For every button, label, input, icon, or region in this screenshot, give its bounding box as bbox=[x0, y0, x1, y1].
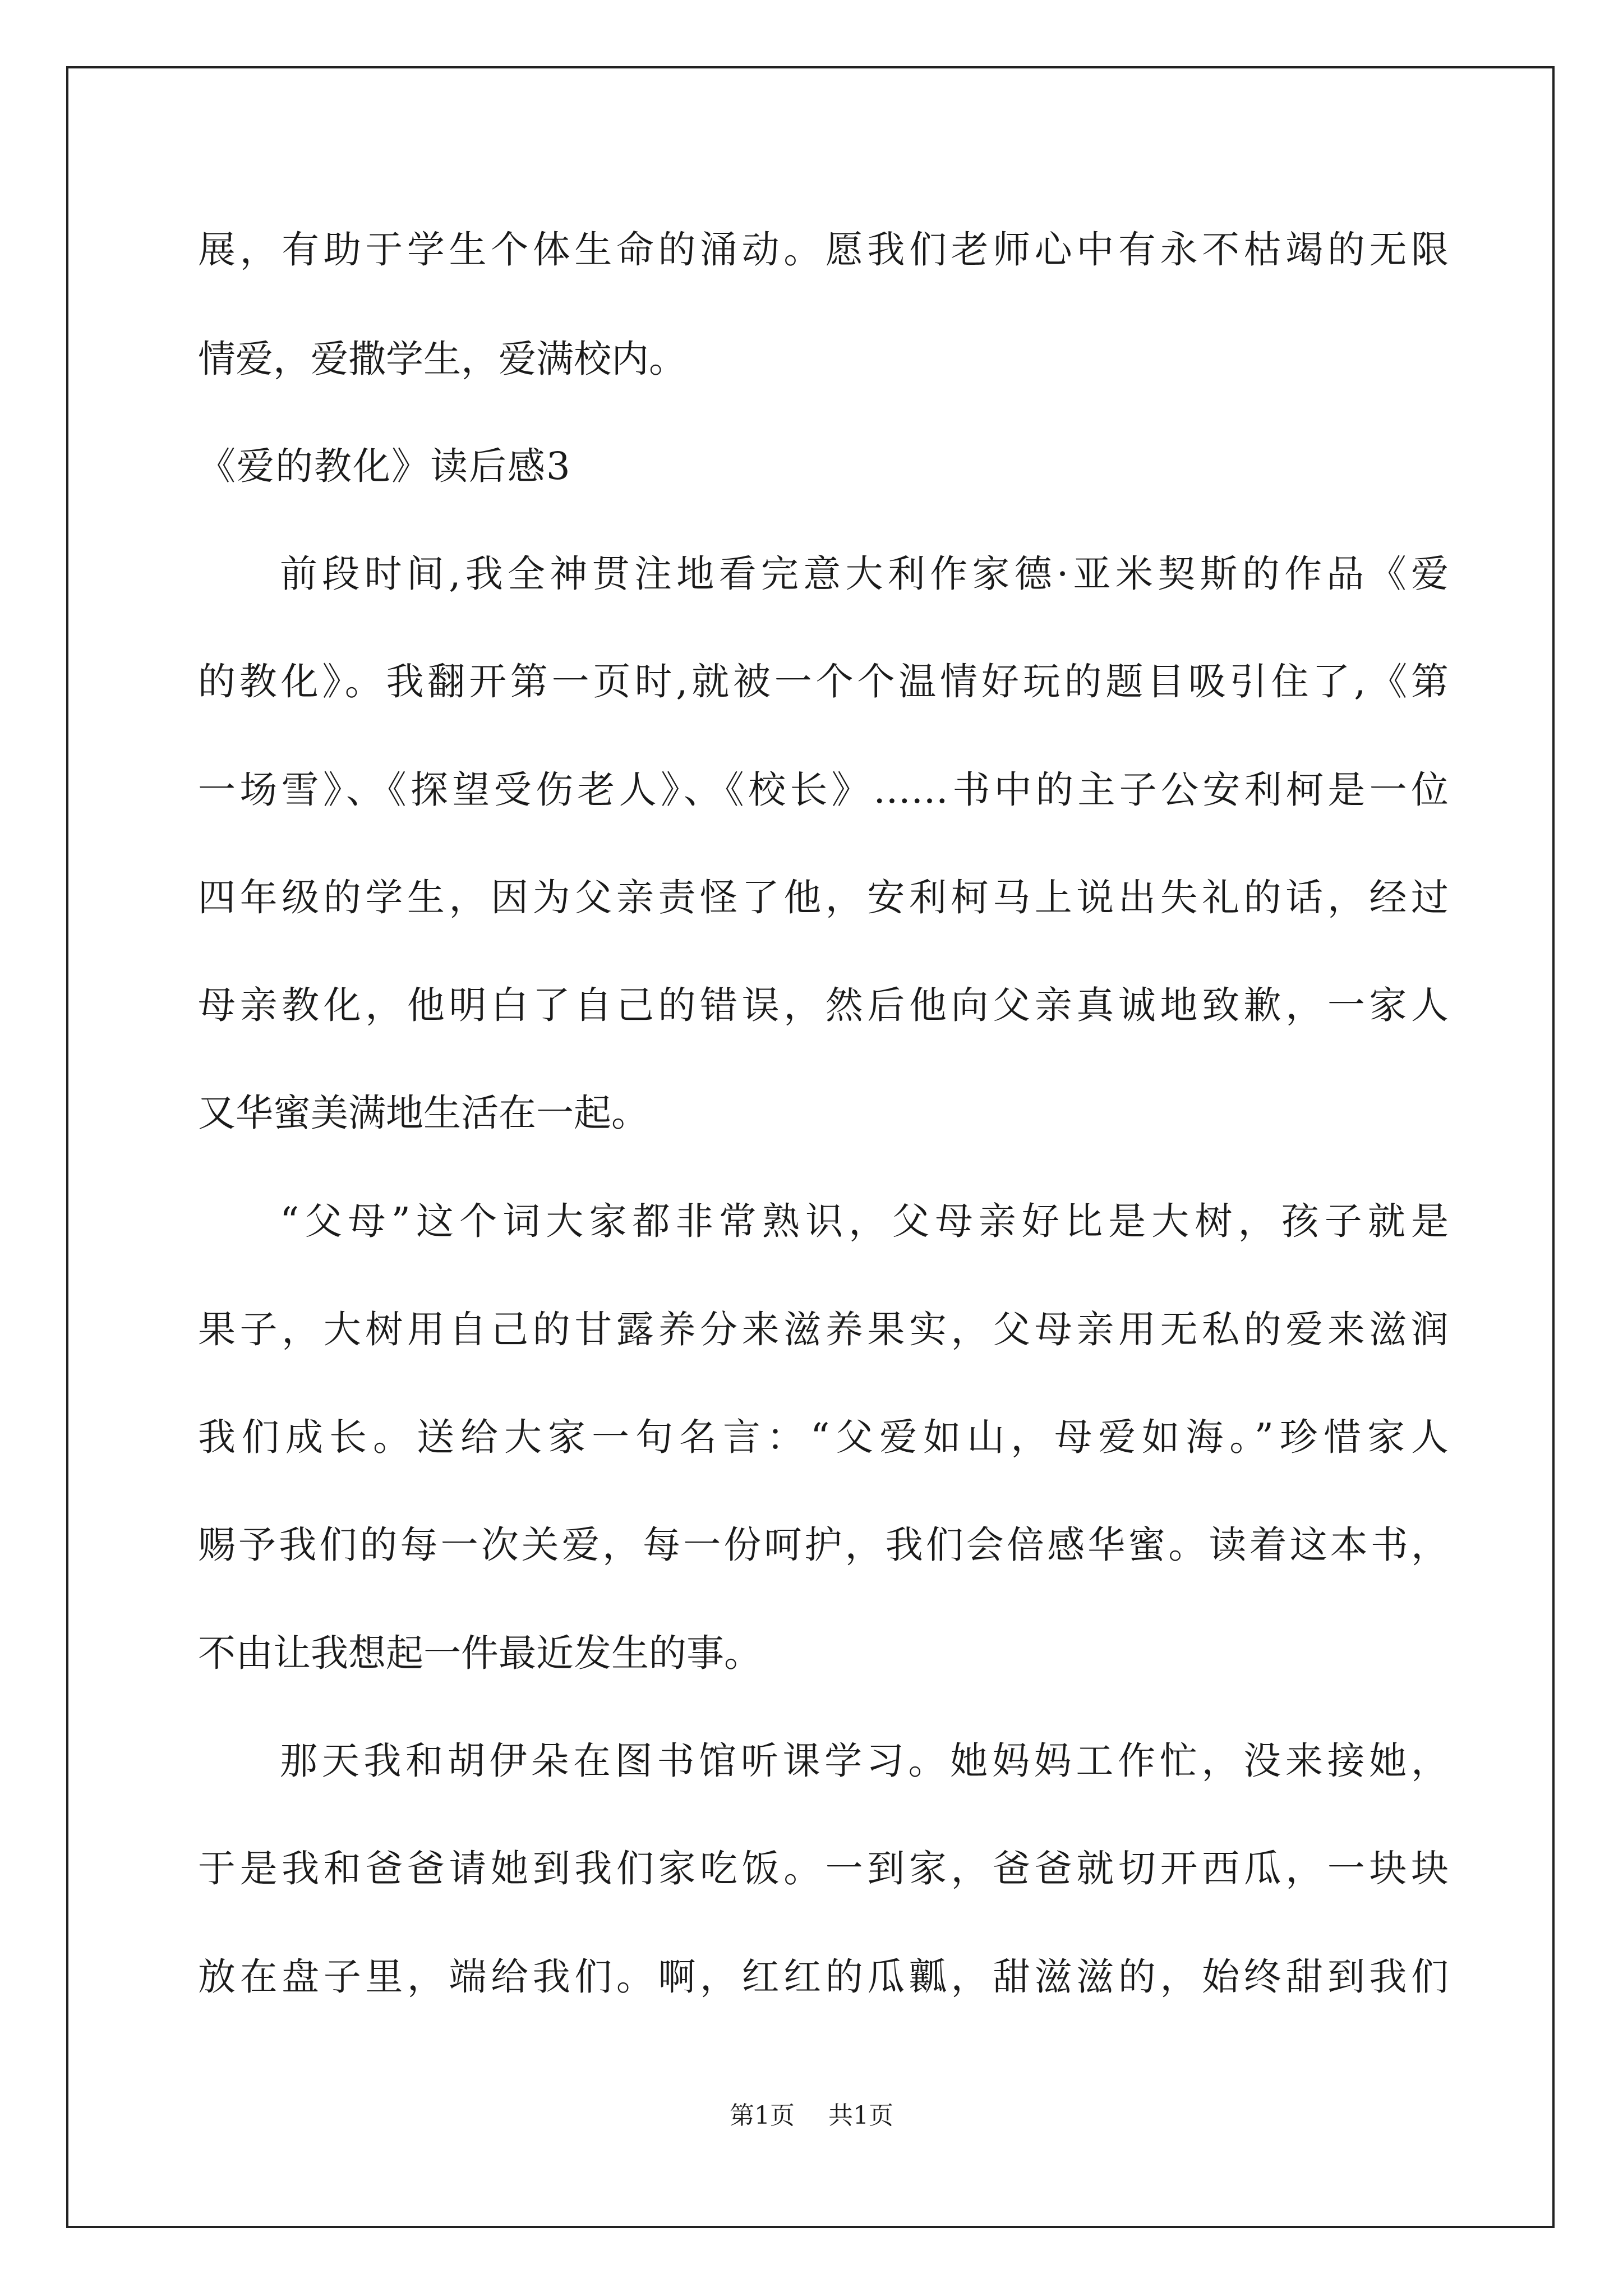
text-line: 展，有助于学生个体生命的涌动。愿我们老师心中有永不枯竭的无限 bbox=[198, 228, 1449, 272]
text-line: 四年级的学生，因为父亲责怪了他，安利柯马上说出失礼的话，经过 bbox=[198, 876, 1449, 919]
text-line: 母亲教化，他明白了自己的错误，然后他向父亲真诚地致歉，一家人 bbox=[198, 983, 1449, 1027]
text-line: 不由让我想起一件最近发生的事。 bbox=[198, 1631, 762, 1675]
text-line: 那天我和胡伊朵在图书馆听课学习。她妈妈工作忙，没来接她， bbox=[280, 1739, 1449, 1783]
text-line: 一场雪》、《探望受伤老人》、《校长》……书中的主子公安利柯是一位 bbox=[198, 768, 1449, 812]
page-border bbox=[66, 66, 1555, 2228]
text-line: “父母”这个词大家都非常熟识，父母亲好比是大树，孩子就是 bbox=[280, 1199, 1449, 1243]
text-line: 果子，大树用自己的甘露养分来滋养果实，父母亲用无私的爱来滋润 bbox=[198, 1308, 1449, 1351]
text-line: 放在盘子里，端给我们。啊，红红的瓜瓤，甜滋滋的，始终甜到我们 bbox=[198, 1955, 1449, 1999]
text-line: 前段时间,我全神贯注地看完意大利作家德·亚米契斯的作品《爱 bbox=[280, 552, 1449, 596]
text-line: 又华蜜美满地生活在一起。 bbox=[198, 1091, 649, 1135]
text-line: 的教化》。我翻开第一页时,就被一个个温情好玩的题目吸引住了,《第 bbox=[198, 660, 1449, 703]
page-footer bbox=[0, 2100, 1623, 2132]
page-total: 共1页 bbox=[828, 2101, 893, 2130]
text-line: 情爱，爱撒学生，爱满校内。 bbox=[198, 337, 686, 381]
text-line: 我们成长。送给大家一句名言：“父爱如山，母爱如海。”珍惜家人 bbox=[198, 1415, 1449, 1459]
section-heading: 《爱的教化》读后感3 bbox=[198, 444, 571, 488]
text-line: 于是我和爸爸请她到我们家吃饭。一到家，爸爸就切开西瓜，一块块 bbox=[198, 1847, 1449, 1890]
page-number: 第1页 bbox=[730, 2101, 795, 2130]
text-line: 赐予我们的每一次关爱，每一份呵护，我们会倍感华蜜。读着这本书， bbox=[198, 1523, 1449, 1567]
